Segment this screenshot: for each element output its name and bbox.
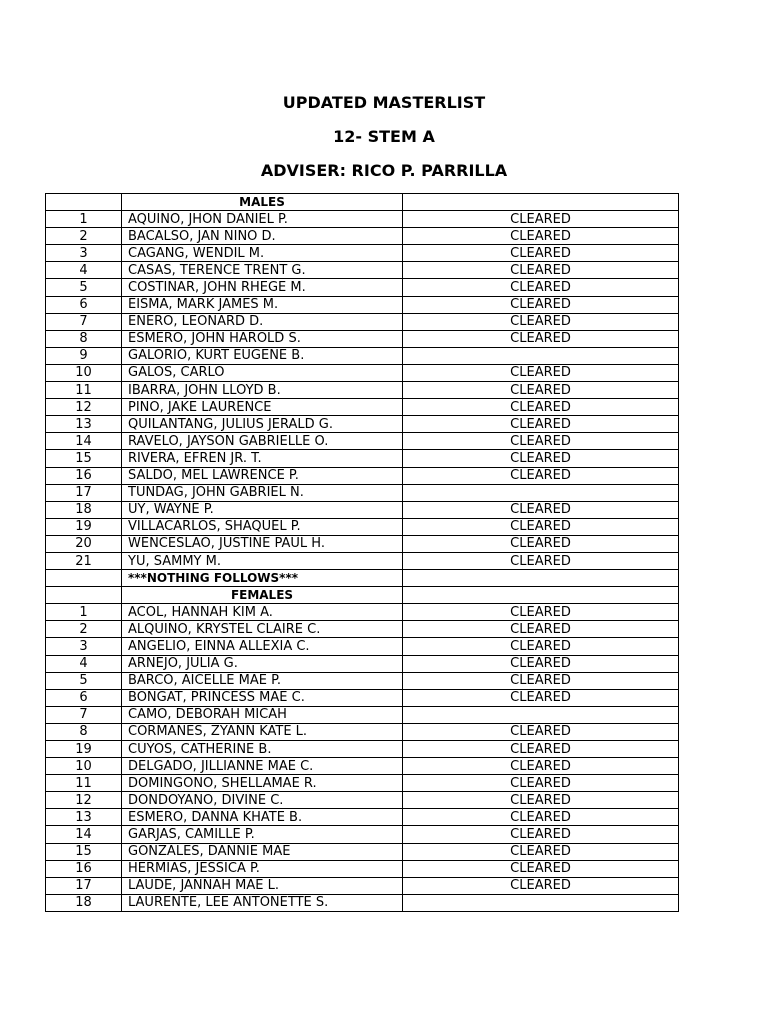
student-number: 21 bbox=[46, 552, 122, 569]
student-number: 12 bbox=[46, 792, 122, 809]
clearance-status: CLEARED bbox=[403, 826, 679, 843]
student-number: 13 bbox=[46, 809, 122, 826]
females-student-row bbox=[46, 689, 679, 706]
student-number: 9 bbox=[46, 347, 122, 364]
clearance-status: CLEARED bbox=[403, 416, 679, 433]
student-number: 10 bbox=[46, 364, 122, 381]
males-student-row bbox=[46, 211, 679, 228]
males-student-row bbox=[46, 262, 679, 279]
females-student-row bbox=[46, 826, 679, 843]
females-student-row bbox=[46, 894, 679, 911]
student-name: ARNEJO, JULIA G. bbox=[122, 655, 403, 672]
student-name: YU, SAMMY M. bbox=[122, 552, 403, 569]
student-name: CUYOS, CATHERINE B. bbox=[122, 741, 403, 758]
student-name: CASAS, TERENCE TRENT G. bbox=[122, 262, 403, 279]
clearance-status: CLEARED bbox=[403, 552, 679, 569]
clearance-status: CLEARED bbox=[403, 741, 679, 758]
student-number: 15 bbox=[46, 843, 122, 860]
males-student-row bbox=[46, 484, 679, 501]
student-name: TUNDAG, JOHN GABRIEL N. bbox=[122, 484, 403, 501]
student-number: 12 bbox=[46, 399, 122, 416]
males-student-row bbox=[46, 228, 679, 245]
masterlist-body bbox=[46, 194, 679, 912]
student-name: GALOS, CARLO bbox=[122, 364, 403, 381]
student-number: 6 bbox=[46, 296, 122, 313]
student-name: ACOL, HANNAH KIM A. bbox=[122, 604, 403, 621]
student-name: CORMANES, ZYANN KATE L. bbox=[122, 723, 403, 740]
student-name: CAMO, DEBORAH MICAH bbox=[122, 706, 403, 723]
clearance-status: CLEARED bbox=[403, 262, 679, 279]
clearance-status: CLEARED bbox=[403, 501, 679, 518]
females-student-row bbox=[46, 860, 679, 877]
clearance-status: CLEARED bbox=[403, 228, 679, 245]
clearance-status: CLEARED bbox=[403, 604, 679, 621]
student-name: DOMINGONO, SHELLAMAE R. bbox=[122, 775, 403, 792]
end-note-num-cell bbox=[46, 570, 122, 587]
females-header-status-cell bbox=[403, 587, 679, 604]
males-label: MALES bbox=[122, 194, 403, 211]
clearance-status bbox=[403, 347, 679, 364]
student-name: ESMERO, JOHN HAROLD S. bbox=[122, 330, 403, 347]
end-of-males-row bbox=[46, 570, 679, 587]
student-name: EISMA, MARK JAMES M. bbox=[122, 296, 403, 313]
student-name: ESMERO, DANNA KHATE B. bbox=[122, 809, 403, 826]
males-student-row bbox=[46, 535, 679, 552]
clearance-status: CLEARED bbox=[403, 689, 679, 706]
student-number: 13 bbox=[46, 416, 122, 433]
student-name: COSTINAR, JOHN RHEGE M. bbox=[122, 279, 403, 296]
end-note-status-cell bbox=[403, 570, 679, 587]
student-number: 17 bbox=[46, 484, 122, 501]
student-name: SALDO, MEL LAWRENCE P. bbox=[122, 467, 403, 484]
females-student-row bbox=[46, 775, 679, 792]
student-number: 5 bbox=[46, 672, 122, 689]
females-header-num-cell bbox=[46, 587, 122, 604]
males-student-row bbox=[46, 245, 679, 262]
clearance-status: CLEARED bbox=[403, 211, 679, 228]
student-name: ENERO, LEONARD D. bbox=[122, 313, 403, 330]
females-student-row bbox=[46, 672, 679, 689]
student-name: DELGADO, JILLIANNE MAE C. bbox=[122, 758, 403, 775]
males-student-row bbox=[46, 518, 679, 535]
females-student-row bbox=[46, 792, 679, 809]
student-name: IBARRA, JOHN LLOYD B. bbox=[122, 382, 403, 399]
student-number: 11 bbox=[46, 775, 122, 792]
student-number: 8 bbox=[46, 723, 122, 740]
student-name: ALQUINO, KRYSTEL CLAIRE C. bbox=[122, 621, 403, 638]
student-number: 5 bbox=[46, 279, 122, 296]
females-student-row bbox=[46, 809, 679, 826]
clearance-status: CLEARED bbox=[403, 450, 679, 467]
females-student-row bbox=[46, 758, 679, 775]
student-name: GARJAS, CAMILLE P. bbox=[122, 826, 403, 843]
females-student-row bbox=[46, 741, 679, 758]
clearance-status: CLEARED bbox=[403, 433, 679, 450]
nothing-follows-note: ***NOTHING FOLLOWS*** bbox=[122, 570, 403, 587]
student-number: 7 bbox=[46, 313, 122, 330]
student-number: 6 bbox=[46, 689, 122, 706]
clearance-status: CLEARED bbox=[403, 792, 679, 809]
clearance-status: CLEARED bbox=[403, 655, 679, 672]
females-label: FEMALES bbox=[122, 587, 403, 604]
student-number: 16 bbox=[46, 860, 122, 877]
females-student-row bbox=[46, 706, 679, 723]
document-title: UPDATED MASTERLIST bbox=[282, 93, 486, 112]
clearance-status bbox=[403, 484, 679, 501]
student-number: 4 bbox=[46, 655, 122, 672]
clearance-status: CLEARED bbox=[403, 638, 679, 655]
males-student-row bbox=[46, 433, 679, 450]
females-student-row bbox=[46, 655, 679, 672]
males-student-row bbox=[46, 364, 679, 381]
student-number: 7 bbox=[46, 706, 122, 723]
student-name: ANGELIO, EINNA ALLEXIA C. bbox=[122, 638, 403, 655]
males-student-row bbox=[46, 296, 679, 313]
student-number: 17 bbox=[46, 877, 122, 894]
student-name: QUILANTANG, JULIUS JERALD G. bbox=[122, 416, 403, 433]
student-number: 18 bbox=[46, 894, 122, 911]
clearance-status: CLEARED bbox=[403, 672, 679, 689]
males-header-num-cell bbox=[46, 194, 122, 211]
males-student-row bbox=[46, 399, 679, 416]
clearance-status: CLEARED bbox=[403, 330, 679, 347]
student-name: DONDOYANO, DIVINE C. bbox=[122, 792, 403, 809]
student-number: 4 bbox=[46, 262, 122, 279]
males-header-row bbox=[46, 194, 679, 211]
student-name: BACALSO, JAN NINO D. bbox=[122, 228, 403, 245]
clearance-status: CLEARED bbox=[403, 860, 679, 877]
clearance-status: CLEARED bbox=[403, 467, 679, 484]
clearance-status: CLEARED bbox=[403, 399, 679, 416]
student-number: 3 bbox=[46, 245, 122, 262]
males-student-row bbox=[46, 313, 679, 330]
student-number: 2 bbox=[46, 621, 122, 638]
student-number: 1 bbox=[46, 211, 122, 228]
student-number: 8 bbox=[46, 330, 122, 347]
student-number: 11 bbox=[46, 382, 122, 399]
males-student-row bbox=[46, 382, 679, 399]
clearance-status: CLEARED bbox=[403, 364, 679, 381]
student-name: LAUDE, JANNAH MAE L. bbox=[122, 877, 403, 894]
clearance-status: CLEARED bbox=[403, 723, 679, 740]
males-student-row bbox=[46, 347, 679, 364]
clearance-status bbox=[403, 706, 679, 723]
masterlist-table bbox=[45, 193, 679, 912]
student-number: 15 bbox=[46, 450, 122, 467]
student-name: WENCESLAO, JUSTINE PAUL H. bbox=[122, 535, 403, 552]
females-student-row bbox=[46, 604, 679, 621]
males-student-row bbox=[46, 467, 679, 484]
clearance-status: CLEARED bbox=[403, 382, 679, 399]
females-student-row bbox=[46, 877, 679, 894]
student-number: 3 bbox=[46, 638, 122, 655]
student-number: 18 bbox=[46, 501, 122, 518]
student-name: CAGANG, WENDIL M. bbox=[122, 245, 403, 262]
student-name: GALORIO, KURT EUGENE B. bbox=[122, 347, 403, 364]
student-name: GONZALES, DANNIE MAE bbox=[122, 843, 403, 860]
males-student-row bbox=[46, 450, 679, 467]
student-number: 10 bbox=[46, 758, 122, 775]
student-name: RAVELO, JAYSON GABRIELLE O. bbox=[122, 433, 403, 450]
clearance-status: CLEARED bbox=[403, 775, 679, 792]
student-number: 19 bbox=[46, 518, 122, 535]
clearance-status: CLEARED bbox=[403, 535, 679, 552]
clearance-status: CLEARED bbox=[403, 877, 679, 894]
student-number: 20 bbox=[46, 535, 122, 552]
adviser-heading: ADVISER: RICO P. PARRILLA bbox=[260, 161, 508, 180]
females-student-row bbox=[46, 843, 679, 860]
clearance-status: CLEARED bbox=[403, 621, 679, 638]
student-name: UY, WAYNE P. bbox=[122, 501, 403, 518]
females-student-row bbox=[46, 621, 679, 638]
clearance-status: CLEARED bbox=[403, 758, 679, 775]
clearance-status: CLEARED bbox=[403, 245, 679, 262]
student-name: HERMIAS, JESSICA P. bbox=[122, 860, 403, 877]
student-name: LAURENTE, LEE ANTONETTE S. bbox=[122, 894, 403, 911]
section-heading: 12- STEM A bbox=[333, 127, 435, 146]
females-student-row bbox=[46, 723, 679, 740]
student-name: PINO, JAKE LAURENCE bbox=[122, 399, 403, 416]
females-student-row bbox=[46, 638, 679, 655]
student-name: VILLACARLOS, SHAQUEL P. bbox=[122, 518, 403, 535]
males-student-row bbox=[46, 501, 679, 518]
clearance-status: CLEARED bbox=[403, 279, 679, 296]
student-number: 19 bbox=[46, 741, 122, 758]
clearance-status: CLEARED bbox=[403, 518, 679, 535]
student-number: 14 bbox=[46, 826, 122, 843]
student-name: BONGAT, PRINCESS MAE C. bbox=[122, 689, 403, 706]
males-header-status-cell bbox=[403, 194, 679, 211]
student-name: AQUINO, JHON DANIEL P. bbox=[122, 211, 403, 228]
student-name: BARCO, AICELLE MAE P. bbox=[122, 672, 403, 689]
clearance-status bbox=[403, 894, 679, 911]
student-number: 14 bbox=[46, 433, 122, 450]
student-number: 16 bbox=[46, 467, 122, 484]
males-student-row bbox=[46, 330, 679, 347]
males-student-row bbox=[46, 279, 679, 296]
student-number: 2 bbox=[46, 228, 122, 245]
clearance-status: CLEARED bbox=[403, 313, 679, 330]
females-header-row bbox=[46, 587, 679, 604]
student-name: RIVERA, EFREN JR. T. bbox=[122, 450, 403, 467]
clearance-status: CLEARED bbox=[403, 809, 679, 826]
clearance-status: CLEARED bbox=[403, 296, 679, 313]
clearance-status: CLEARED bbox=[403, 843, 679, 860]
males-student-row bbox=[46, 552, 679, 569]
males-student-row bbox=[46, 416, 679, 433]
student-number: 1 bbox=[46, 604, 122, 621]
